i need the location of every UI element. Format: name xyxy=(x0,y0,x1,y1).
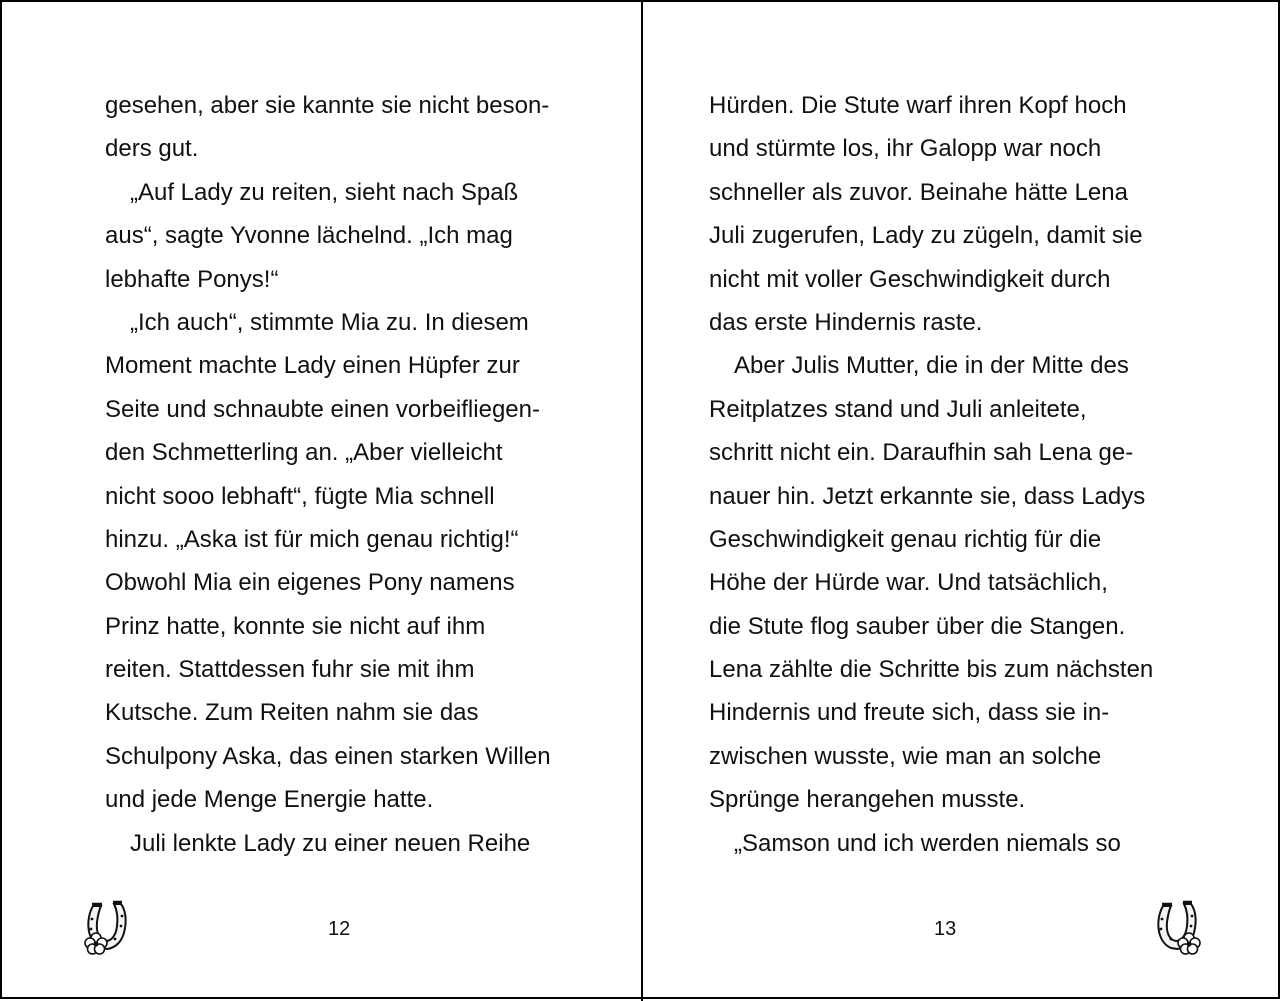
left-page-text xyxy=(105,84,595,865)
left-page xyxy=(2,2,641,1001)
text-line: Sprünge herangehen musste. xyxy=(709,786,1026,814)
text-line: Obwohl Mia ein eigenes Pony namens xyxy=(105,569,515,597)
page-number: 12 xyxy=(328,918,351,940)
text-line: Geschwindigkeit genau richtig für die xyxy=(709,525,1102,553)
right-page xyxy=(643,2,1280,1001)
text-line: lebhafte Ponys!“ xyxy=(105,265,279,293)
text-line: Juli zugerufen, Lady zu zügeln, damit sie xyxy=(709,222,1143,250)
text-line: „Ich auch“, stimmte Mia zu. In diesem xyxy=(130,308,529,336)
text-line: Höhe der Hürde war. Und tatsächlich, xyxy=(709,569,1108,597)
text-line: Hürden. Die Stute warf ihren Kopf hoch xyxy=(709,92,1127,119)
text-line: die Stute flog sauber über die Stangen. xyxy=(709,612,1126,640)
horseshoe-flower-icon xyxy=(79,898,137,958)
text-line: Lena zählte die Schritte bis zum nächsten xyxy=(709,656,1154,684)
text-line: nicht sooo lebhaft“, fügte Mia schnell xyxy=(105,482,495,510)
text-line: zwischen wusste, wie man an solche xyxy=(709,742,1102,770)
text-line: hinzu. „Aska ist für mich genau richtig!“ xyxy=(105,525,519,553)
text-line: schneller als zuvor. Beinahe hätte Lena xyxy=(709,178,1128,206)
text-line: den Schmetterling an. „Aber vielleicht xyxy=(105,439,503,467)
text-line: „Samson und ich werden niemals so xyxy=(734,829,1121,857)
text-line: Aber Julis Mutter, die in der Mitte des xyxy=(734,352,1129,380)
text-line: ders gut. xyxy=(105,135,199,163)
text-line: das erste Hindernis raste. xyxy=(709,308,983,336)
text-line: nauer hin. Jetzt erkannte sie, dass Ladys xyxy=(709,482,1146,510)
text-line: Moment machte Lady einen Hüpfer zur xyxy=(105,352,520,380)
text-line: Juli lenkte Lady zu einer neuen Reihe xyxy=(130,829,531,857)
text-line: Kutsche. Zum Reiten nahm sie das xyxy=(105,699,479,727)
text-line: Reitplatzes stand und Juli anleitete, xyxy=(709,395,1087,423)
text-line: reiten. Stattdessen fuhr sie mit ihm xyxy=(105,656,475,684)
text-line: Seite und schnaubte einen vorbeifliegen- xyxy=(105,395,540,423)
text-line: nicht mit voller Geschwindigkeit durch xyxy=(709,265,1111,293)
right-page-text xyxy=(709,84,1199,865)
page-number: 13 xyxy=(934,918,957,940)
text-line: Prinz hatte, konnte sie nicht auf ihm xyxy=(105,612,486,640)
text-line: schritt nicht ein. Daraufhin sah Lena ge- xyxy=(709,439,1134,467)
text-line: und jede Menge Energie hatte. xyxy=(105,786,434,814)
horseshoe-flower-icon xyxy=(1149,898,1207,958)
text-line: „Auf Lady zu reiten, sieht nach Spaß xyxy=(130,178,519,206)
text-line: aus“, sagte Yvonne lächelnd. „Ich mag xyxy=(105,222,513,250)
text-line: gesehen, aber sie kannte sie nicht beson- xyxy=(105,92,550,119)
text-line: Schulpony Aska, das einen starken Willen xyxy=(105,742,551,770)
text-line: und stürmte los, ihr Galopp war noch xyxy=(709,135,1102,163)
text-line: Hindernis und freute sich, dass sie in- xyxy=(709,699,1110,727)
